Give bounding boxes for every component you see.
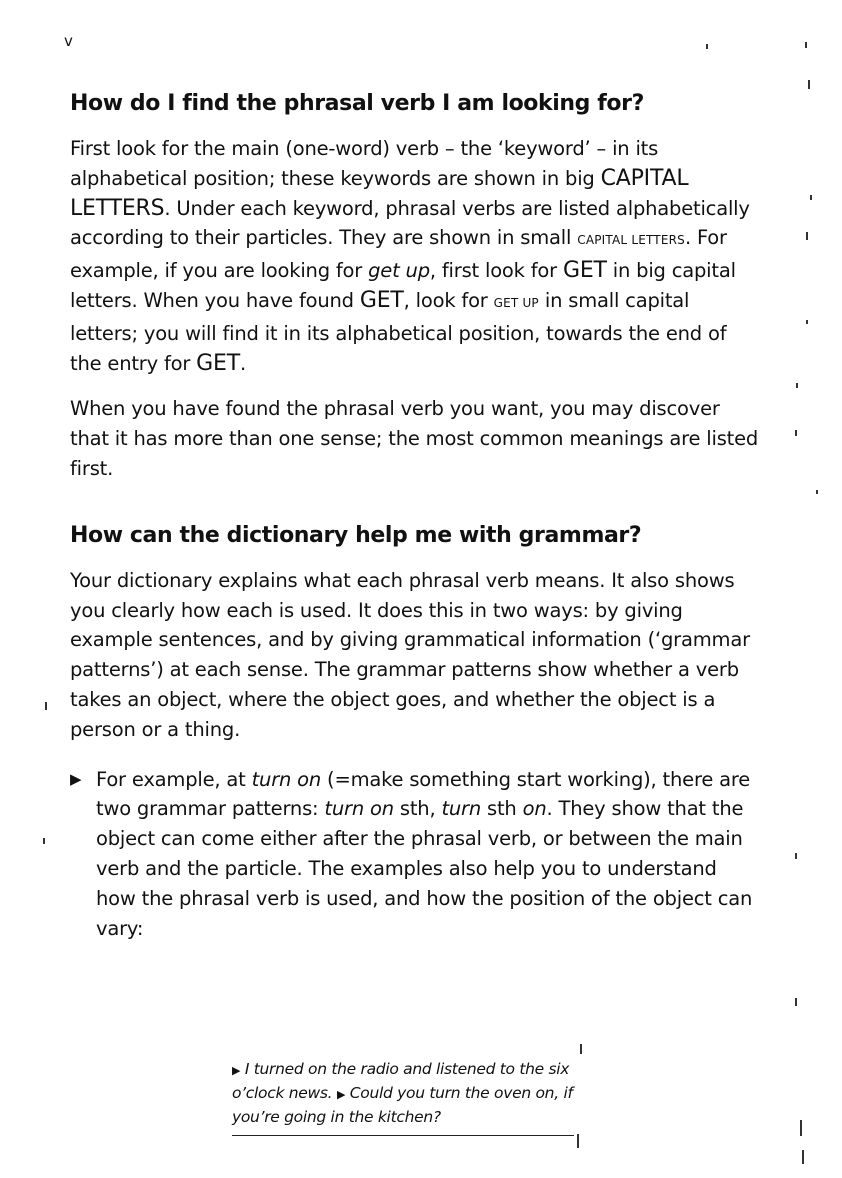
scan-speck bbox=[806, 320, 808, 324]
scan-speck bbox=[795, 998, 797, 1006]
bullet-text bbox=[96, 765, 760, 944]
text-run: For example, at bbox=[96, 767, 252, 791]
scan-speck bbox=[795, 430, 797, 436]
paragraph-grammar: Your dictionary explains what each phrasal verb means. It also shows you clearly how each is used. It does this in two ways: by giving example sentences, and by giving grammatical information (‘grammar patterns’) at each sense. The grammar patterns show whether a verb takes an object, where the object goes, and whether the object is a person or a thing. bbox=[70, 568, 750, 741]
page-number: v bbox=[64, 32, 73, 50]
text-run: in big capital letters. When you have found bbox=[70, 259, 736, 312]
italic-phrase: on bbox=[522, 797, 547, 821]
scan-speck bbox=[806, 232, 808, 240]
triangle-bullet-icon: ▶ bbox=[232, 1064, 241, 1077]
paragraph-find-keyword bbox=[70, 134, 760, 378]
example-sentences-box bbox=[232, 1058, 574, 1136]
text-run: in small capital letters; you will find it in its alphabetical position, towards the end of the entry for bbox=[70, 288, 727, 375]
triangle-bullet-icon: ▶ bbox=[70, 769, 82, 788]
italic-phrase: turn bbox=[441, 797, 482, 821]
text-run: . They show that the object can come either after the phrasal verb, or between the main verb and the particle. The examples also help you to understand how the phrasal verb is used, and how the position of the object can vary: bbox=[96, 797, 753, 940]
text-run: , look for bbox=[403, 288, 494, 312]
example-sentence: I turned on the radio and listened to the six o’clock news. bbox=[232, 1060, 570, 1102]
scan-speck bbox=[800, 1120, 802, 1136]
text-run: . For example, if you are looking for bbox=[70, 226, 727, 283]
keyword-get: GET bbox=[359, 287, 404, 313]
scan-speck bbox=[816, 490, 818, 494]
keyword-get: GET bbox=[562, 258, 607, 284]
scan-speck bbox=[810, 195, 812, 200]
scan-speck bbox=[805, 42, 807, 48]
scan-speck bbox=[808, 80, 810, 89]
keyword-get: GET bbox=[196, 350, 240, 376]
section-heading-grammar: How can the dictionary help me with grammar? bbox=[70, 522, 642, 548]
scan-speck bbox=[802, 1150, 804, 1164]
scan-speck bbox=[706, 44, 708, 49]
triangle-bullet-icon: ▶ bbox=[336, 1088, 346, 1101]
scan-speck bbox=[43, 838, 45, 844]
page-content bbox=[70, 88, 760, 943]
text-run: . Under each keyword, phrasal verbs are listed alphabetically according to their particles. They are shown in small bbox=[70, 196, 750, 250]
text-run: . bbox=[239, 351, 246, 375]
text-run: (=make something start working), there are two grammar patterns: bbox=[96, 767, 751, 821]
italic-phrase: turn on bbox=[251, 767, 322, 791]
phrasal-verb-get-up: GET UP bbox=[493, 295, 539, 310]
text-run: sth bbox=[481, 797, 523, 821]
example-sentences bbox=[232, 1058, 574, 1129]
example-sentence: Could you turn the oven on, if you’re going in the kitchen? bbox=[232, 1084, 573, 1126]
scan-speck bbox=[580, 1044, 582, 1054]
scan-speck bbox=[795, 853, 797, 859]
bullet-item bbox=[70, 765, 760, 944]
italic-phrase: turn on bbox=[324, 797, 394, 821]
italic-example-verb: get up bbox=[368, 259, 430, 283]
paragraph-senses: When you have found the phrasal verb you want, you may discover that it has more than one sense; the most common meanings are listed first. bbox=[70, 397, 759, 480]
scan-speck bbox=[796, 383, 798, 388]
text-run: , first look for bbox=[429, 259, 563, 283]
scan-speck bbox=[577, 1134, 579, 1148]
big-capitals-example: CAPITAL LETTERS bbox=[70, 165, 689, 221]
small-capitals-example: CAPITAL LETTERS bbox=[577, 233, 685, 248]
text-run: sth, bbox=[393, 797, 442, 821]
section-heading-find: How do I find the phrasal verb I am looking for? bbox=[70, 91, 644, 116]
text-run: First look for the main (one-word) verb – the ‘keyword’ – in its alphabetical position; these keywords are shown in big bbox=[70, 137, 659, 190]
scan-speck bbox=[45, 702, 47, 710]
